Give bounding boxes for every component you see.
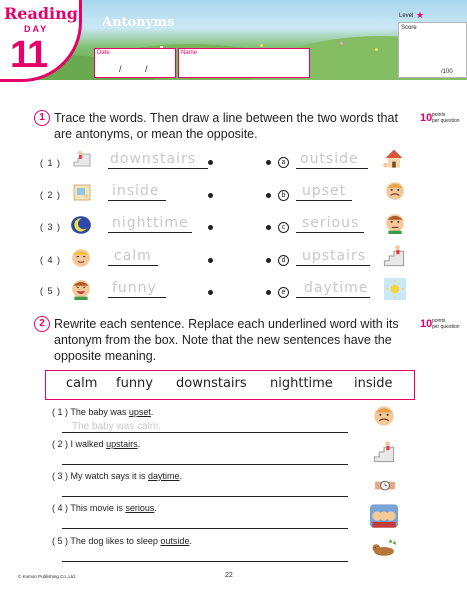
trace-underline — [296, 168, 368, 169]
date-separator: / — [119, 64, 122, 74]
sentence-punct: . — [137, 439, 141, 449]
trace-underline — [108, 200, 166, 201]
serious-face-icon — [384, 212, 406, 234]
name-label: Name — [181, 50, 198, 56]
trace-underline — [108, 232, 192, 233]
points-number: 10 — [420, 318, 433, 330]
section-number: 2 — [34, 316, 50, 332]
trace-underline — [108, 168, 208, 169]
stairs-down-icon — [72, 148, 92, 168]
connect-dot-right[interactable] — [266, 225, 271, 230]
points-label: points — [432, 318, 446, 324]
sentence-label: ( 5 ) — [52, 536, 69, 546]
sentence-text: This movie is — [70, 503, 126, 513]
trace-word: upset — [302, 183, 347, 199]
answer-line[interactable] — [62, 432, 348, 433]
row-label: ( 2 ) — [40, 190, 62, 200]
copyright: © Kumon Publishing Co.,Ltd. — [18, 574, 76, 579]
trace-word: inside — [112, 183, 160, 199]
level-star-icon: ★ — [416, 10, 425, 20]
sentence-punct: . — [154, 503, 157, 513]
sentence-punct: . — [189, 536, 192, 546]
sad-face-icon — [384, 180, 406, 202]
score-max: /100 — [441, 69, 453, 75]
choice-letter: b — [278, 190, 289, 201]
sentence — [52, 503, 157, 513]
underlined-word: outside — [160, 536, 190, 546]
section1-instruction-line2: are antonyms, or mean the opposite. — [54, 127, 258, 141]
row-label: ( 5 ) — [40, 286, 62, 296]
sentence-text: The baby was — [70, 407, 129, 417]
house-icon — [382, 146, 406, 170]
sentence — [52, 536, 192, 546]
sentence-label: ( 4 ) — [52, 503, 69, 513]
connect-dot-left[interactable] — [208, 290, 213, 295]
connect-dot-left[interactable] — [208, 193, 213, 198]
page-title: Antonyms — [102, 15, 175, 30]
answer-line[interactable] — [62, 528, 348, 529]
stairs-up-icon — [382, 244, 406, 268]
trace-underline — [296, 200, 352, 201]
laughing-face-icon — [70, 278, 92, 300]
sentence — [52, 471, 182, 481]
connect-dot-left[interactable] — [208, 225, 213, 230]
page-number: 22 — [225, 572, 233, 579]
points-label: per question — [432, 324, 460, 330]
badge-day-number: 11 — [10, 34, 47, 76]
trace-word: upstairs — [302, 248, 367, 264]
underlined-word: daytime — [148, 471, 180, 481]
connect-dot-right[interactable] — [266, 290, 271, 295]
section-number: 1 — [34, 110, 50, 126]
trace-word: funny — [112, 280, 157, 296]
sun-icon — [384, 278, 406, 300]
answer-line[interactable] — [62, 464, 348, 465]
sentence-text: The dog likes to sleep — [70, 536, 161, 546]
moon-icon — [70, 214, 92, 236]
sentence-punct: . — [150, 407, 154, 417]
sentence — [52, 439, 140, 449]
trace-underline — [296, 265, 370, 266]
choice-letter: e — [278, 287, 289, 298]
sentence-label: ( 2 ) — [52, 439, 69, 449]
movie-audience-icon — [370, 504, 398, 528]
connect-dot-right[interactable] — [266, 258, 271, 263]
answer-line[interactable] — [62, 496, 348, 497]
word-bank-item: nighttime — [270, 376, 333, 391]
sentence-text: I walked — [70, 439, 107, 449]
name-field[interactable] — [178, 48, 310, 78]
word-bank-item: inside — [354, 376, 393, 391]
connect-dot-left[interactable] — [208, 258, 213, 263]
upset-baby-icon — [372, 404, 396, 428]
points-number: 10 — [420, 112, 433, 124]
word-bank-item: downstairs — [176, 376, 247, 391]
stairs-up-icon — [372, 440, 396, 464]
trace-word: downstairs — [110, 151, 197, 167]
points-label: per question — [432, 118, 460, 124]
connect-dot-left[interactable] — [208, 160, 213, 165]
section2-instruction-line3: opposite meaning. — [54, 349, 157, 363]
house-window-icon — [72, 182, 92, 202]
connect-dot-right[interactable] — [266, 160, 271, 165]
underlined-word: upstairs — [106, 439, 138, 449]
connect-dot-right[interactable] — [266, 193, 271, 198]
choice-letter: d — [278, 255, 289, 266]
sentence-label: ( 1 ) — [52, 407, 69, 417]
row-label: ( 4 ) — [40, 255, 62, 265]
sentence-label: ( 3 ) — [52, 471, 69, 481]
section2-instruction-line1: Rewrite each sentence. Replace each underlined word with its — [54, 317, 399, 331]
sentence — [52, 407, 153, 417]
sleeping-dog-icon — [370, 536, 398, 558]
underlined-word: serious — [125, 503, 155, 513]
calm-face-icon — [70, 247, 92, 269]
choice-letter: c — [278, 222, 289, 233]
section1-instruction-line1: Trace the words. Then draw a line between the two words that — [54, 111, 398, 125]
sentence-text: My watch says it is — [70, 471, 149, 481]
badge-title: Reading — [4, 4, 78, 23]
row-label: ( 1 ) — [40, 158, 62, 168]
underlined-word: upset — [128, 407, 151, 417]
trace-underline — [108, 297, 166, 298]
trace-word: daytime — [304, 280, 369, 296]
level-label: Level — [399, 13, 414, 19]
row-label: ( 3 ) — [40, 222, 62, 232]
trace-word: serious — [302, 215, 360, 231]
trace-underline — [296, 297, 370, 298]
trace-word: calm — [114, 248, 152, 264]
choice-letter: a — [278, 157, 289, 168]
trace-underline — [296, 232, 364, 233]
trace-word: outside — [300, 151, 359, 167]
trace-underline — [108, 265, 158, 266]
badge-day-label: DAY — [24, 24, 49, 34]
sentence-punct: . — [179, 471, 183, 481]
example-answer: The baby was calm. — [72, 421, 161, 432]
word-bank-item: calm — [66, 376, 98, 391]
date-separator: / — [145, 64, 148, 74]
answer-line[interactable] — [62, 561, 348, 562]
trace-word: nighttime — [112, 215, 189, 231]
points-label: points — [432, 112, 446, 118]
score-label: Score — [401, 25, 417, 31]
watch-icon — [374, 474, 396, 496]
section2-instruction-line2: antonym from the box. Note that the new sentences have the — [54, 333, 392, 347]
date-label: Date — [97, 50, 110, 56]
word-bank-item: funny — [116, 376, 153, 391]
